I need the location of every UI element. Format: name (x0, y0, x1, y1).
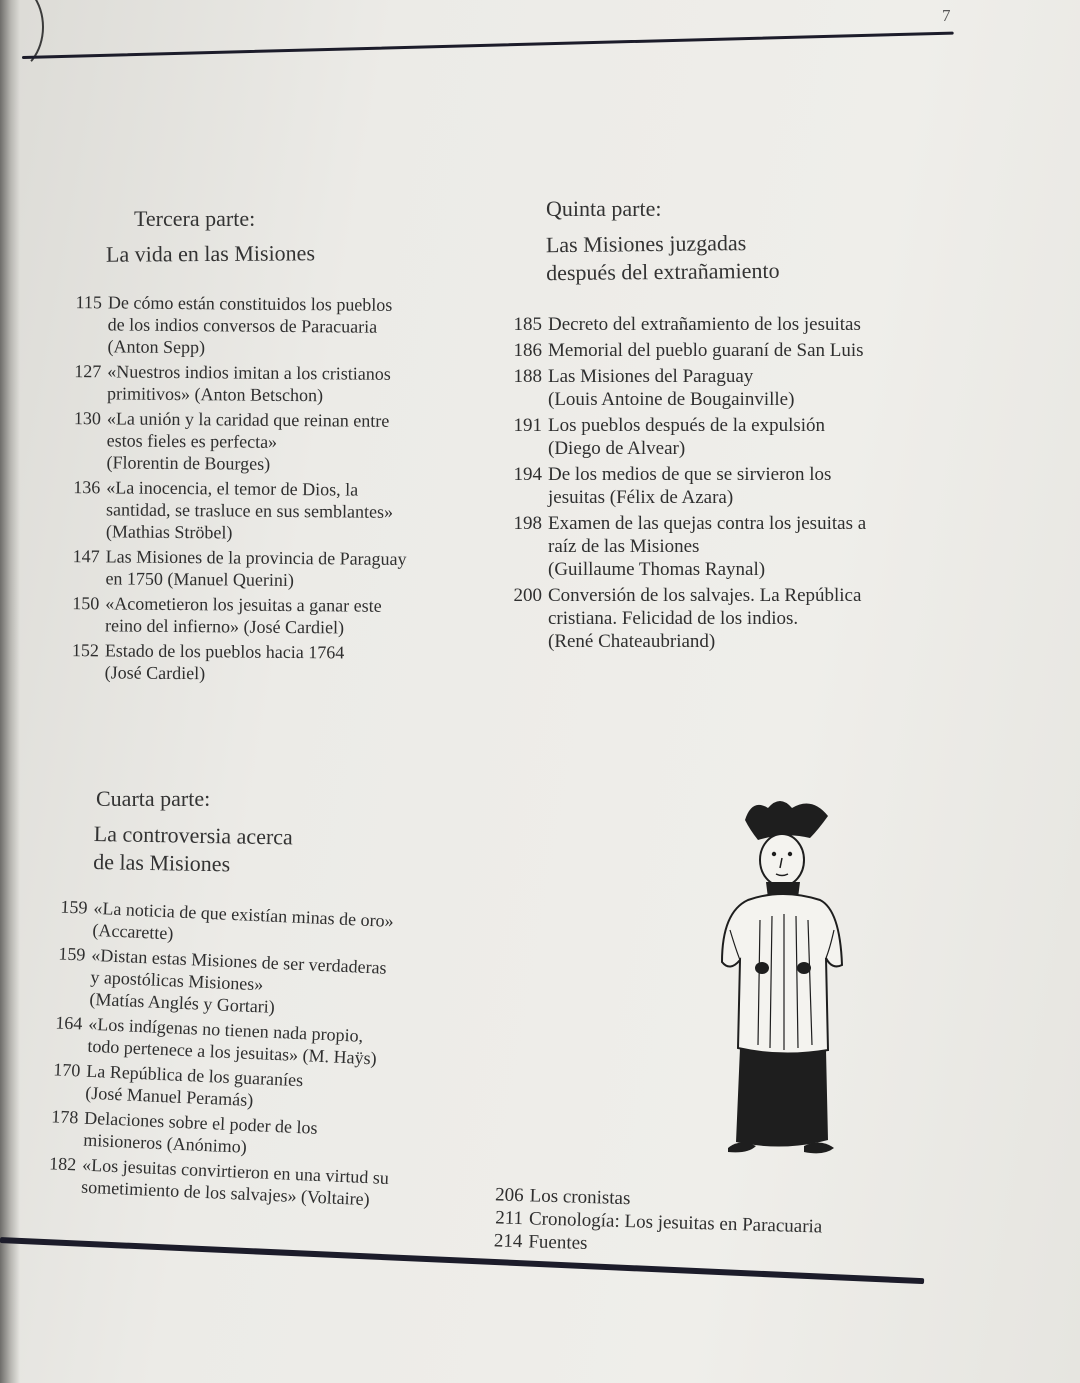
toc-page-number: 182 (48, 1153, 77, 1175)
tercera-parte-list (61, 291, 484, 690)
toc-page-number: 178 (50, 1106, 79, 1128)
top-rule (22, 32, 954, 59)
toc-entry (500, 365, 970, 411)
toc-page-number: 159 (60, 896, 88, 918)
toc-entry-text: Fuentes (528, 1231, 588, 1254)
altar-boy-illustration (700, 790, 870, 1175)
quinta-parte-label: Quinta parte: (546, 196, 662, 221)
toc-page-number: 127 (74, 361, 102, 382)
toc-entry-text: Estado de los pueblos hacia 1764 (José Cardiel) (104, 640, 345, 684)
toc-entry (500, 414, 970, 460)
toc-page-number: 198 (513, 513, 542, 534)
toc-entry-text: Las Misiones de la provincia de Paraguay en 1750 (Manuel Querini) (105, 546, 407, 591)
toc-entry (63, 291, 484, 361)
toc-entry-text: Los cronistas (529, 1185, 631, 1210)
toc-entry-text: «Los jesuitas convirtieron en una virtud su sometimiento de los salvajes» (Voltaire) (80, 1154, 390, 1210)
toc-page-number: 130 (73, 408, 101, 429)
cuarta-parte-label: Cuarta parte: (96, 786, 211, 811)
toc-entry (61, 639, 481, 687)
toc-entry-text: De cómo están constituidos los pueblos de los indios conversos de Paracuaria (Anton Sepp) (107, 292, 393, 358)
quinta-parte-list (500, 313, 970, 656)
toc-entry-text: «Los indígenas no tienen nada propio, todo pertenece a los jesuitas» (M. Haÿs) (87, 1013, 378, 1069)
toc-entry (500, 313, 970, 336)
toc-entry-text: «Distan estas Misiones de ser verdaderas y apostólicas Misiones» (Matías Anglés y Gortari) (89, 944, 388, 1017)
toc-entry-text: Delaciones sobre el poder de los misioneros (Anónimo) (82, 1107, 318, 1157)
toc-entry (62, 476, 483, 546)
toc-entry (500, 584, 970, 653)
toc-entry-text: De los medios de que se sirvieron los jesuitas (Félix de Azara) (548, 464, 832, 508)
toc-entry-text: «La unión y la caridad que reinan entre estos fieles es perfecta» (Florentin de Bourges) (106, 408, 390, 474)
toc-entry (61, 545, 481, 593)
toc-entry (62, 407, 483, 477)
tercera-parte-title: La vida en las Misiones (105, 240, 316, 267)
toc-entry-text: Cronología: Los jesuitas en Paracuaria (528, 1208, 823, 1238)
toc-entry (500, 339, 970, 362)
cuarta-parte-list (37, 895, 470, 1217)
toc-entry (63, 360, 483, 408)
page-number: 7 (942, 6, 951, 25)
toc-page-number: 188 (513, 366, 542, 387)
toc-page-number: 159 (58, 943, 86, 965)
toc-page-number: 211 (494, 1207, 524, 1230)
page-gutter-shadow (0, 0, 20, 1383)
quinta-parte-heading (546, 195, 661, 223)
toc-page-number: 150 (72, 593, 100, 614)
toc-entry-text: Las Misiones del Paraguay (Louis Antoine de Bougainville) (548, 366, 795, 410)
tercera-parte-heading (134, 205, 255, 233)
toc-page-number: 206 (494, 1184, 524, 1207)
toc-page-number: 214 (493, 1230, 523, 1253)
toc-page-number: 185 (513, 314, 542, 335)
toc-page-number: 194 (513, 464, 542, 485)
toc-entry-text: Memorial del pueblo guaraní de San Luis (548, 340, 864, 361)
toc-entry-text: «Acometieron los jesuitas a ganar este reino del infierno» (José Cardiel) (104, 593, 382, 638)
toc-entry-text: Examen de las quejas contra los jesuitas a raíz de las Misiones (Guillaume Thomas Raynal) (548, 513, 867, 580)
toc-entry-text: «Nuestros indios imitan a los cristianos primitivos» (Anton Betschon) (107, 361, 391, 406)
tercera-parte-label: Tercera parte: (134, 206, 256, 231)
toc-page-number: 147 (72, 546, 100, 567)
toc-entry-text: Decreto del extrañamiento de los jesuitas (548, 314, 861, 335)
toc-entry-text: Conversión de los salvajes. La República cristiana. Felicidad de los indios. (René Chateaubriand) (548, 585, 862, 652)
toc-entry (500, 463, 970, 509)
toc-entry (500, 512, 970, 581)
toc-page-number: 164 (55, 1012, 83, 1034)
toc-page-number: 115 (75, 292, 102, 313)
toc-entry-text: «La noticia de que existían minas de oro» (Accarette) (92, 897, 395, 944)
toc-entry (61, 592, 481, 640)
toc-entry-text: «La inocencia, el temor de Dios, la santidad, se trasluce en sus semblantes» (Mathias Ströbel) (105, 477, 394, 543)
toc-page-number: 152 (71, 640, 99, 661)
toc-entry-text: Los pueblos después de la expulsión (Diego de Alvear) (548, 415, 826, 459)
page-corner-curve (0, 0, 44, 74)
toc-page-number: 200 (513, 585, 542, 606)
toc-page-number: 191 (513, 415, 542, 436)
toc-page-number: 186 (513, 340, 542, 361)
closing-list (480, 1183, 942, 1265)
toc-entry-text: La República de los guaraníes (José Manuel Peramás) (84, 1060, 304, 1111)
cuarta-parte-heading (96, 785, 210, 813)
quinta-parte-title: Las Misiones juzgadas después del extrañamiento (545, 230, 780, 285)
toc-page-number: 170 (52, 1059, 81, 1081)
cuarta-parte-title: La controversia acerca de las Misiones (93, 820, 294, 876)
toc-page-number: 136 (73, 477, 101, 498)
